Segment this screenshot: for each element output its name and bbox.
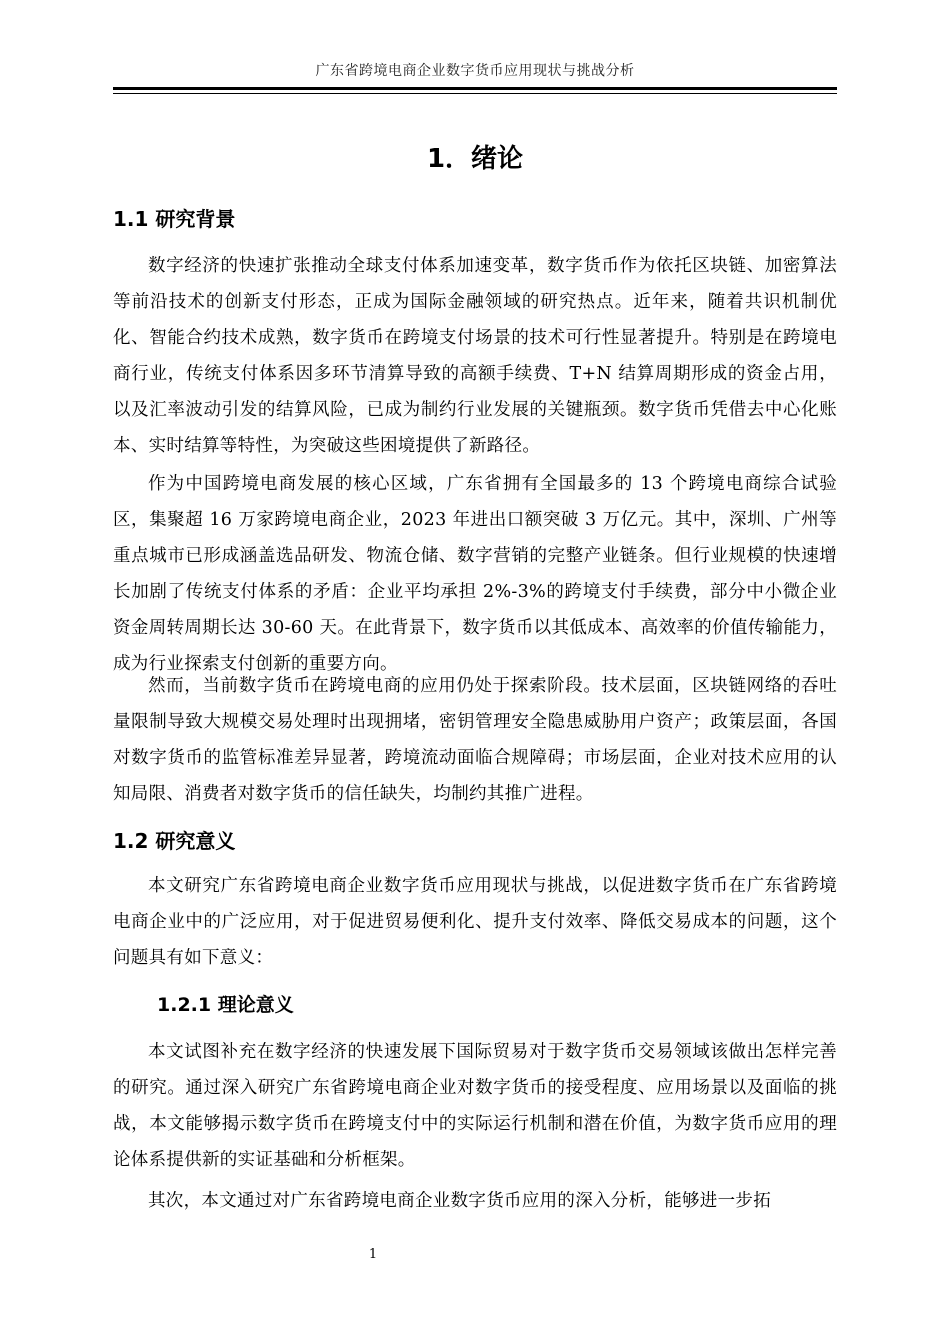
section-heading-1-1: 1.1 研究背景 (113, 207, 236, 231)
paragraph-background-3: 然而，当前数字货币在跨境电商的应用仍处于探索阶段。技术层面，区块链网络的吞吐量限制导致大规模交易处理时出现拥堵，密钥管理安全隐患威胁用户资产；政策层面，各国对数字货币的监管标准差异显著，跨境流动面临合规障碍；市场层面，企业对技术应用的认知局限、消费者对数字货币的信任缺失，均制约其推广进程。 (113, 676, 837, 804)
header-rule-thin (113, 93, 837, 94)
section-heading-1-2: 1.2 研究意义 (113, 829, 236, 853)
paragraph-significance: 本文研究广东省跨境电商企业数字货币应用现状与挑战，以促进数字货币在广东省跨境电商企业中的广泛应用，对于促进贸易便利化、提升支付效率、降低交易成本的问题，这个问题具有如下意义： (113, 876, 837, 968)
running-header: 广东省跨境电商企业数字货币应用现状与挑战分析 (315, 63, 635, 79)
paragraph-theory-1: 本文试图补充在数字经济的快速发展下国际贸易对于数字货币交易领域该做出怎样完善的研究。通过深入研究广东省跨境电商企业对数字货币的接受程度、应用场景以及面临的挑战，本文能够揭示数字货币在跨境支付中的实际运行机制和潜在价值，为数字货币应用的理论体系提供新的实证基础和分析框架。 (113, 1042, 837, 1170)
paragraph-background-1: 数字经济的快速扩张推动全球支付体系加速变革，数字货币作为依托区块链、加密算法等前沿技术的创新支付形态，正成为国际金融领域的研究热点。近年来，随着共识机制优化、智能合约技术成熟，数字货币在跨境支付场景的技术可行性显著提升。特别是在跨境电商行业，传统支付体系因多环节清算导致的高额手续费、T+N 结算周期形成的资金占用，以及汇率波动引发的结算风险，已成为制约行业发展的关键瓶颈。数字货币凭借去中心化账本、实时结算等特性，为突破这些困境提供了新路径。 (113, 256, 837, 456)
header-rule-thick (113, 87, 837, 90)
paragraph-theory-2: 其次，本文通过对广东省跨境电商企业数字货币应用的深入分析，能够进一步拓 (148, 1191, 771, 1211)
paragraph-background-2: 作为中国跨境电商发展的核心区域，广东省拥有全国最多的 13 个跨境电商综合试验区，集聚超 16 万家跨境电商企业，2023 年进出口额突破 3 万亿元。其中，深圳、广州等重点城市已形成涵盖选品研发、物流仓储、数字营销的完整产业链条。但行业规模的快速增长加剧了传统支付体系的矛盾：企业平均承担 2%-3%的跨境支付手续费，部分中小微企业资金周转周期长达 30-60 天。在此背景下，数字货币以其低成本、高效率的价值传输能力，成为行业探索支付创新的重要方向。 (113, 474, 837, 674)
subsection-heading-1-2-1: 1.2.1 理论意义 (157, 994, 294, 1016)
page-number: 1 (368, 1247, 378, 1262)
chapter-title: 1．绪论 (426, 144, 524, 174)
